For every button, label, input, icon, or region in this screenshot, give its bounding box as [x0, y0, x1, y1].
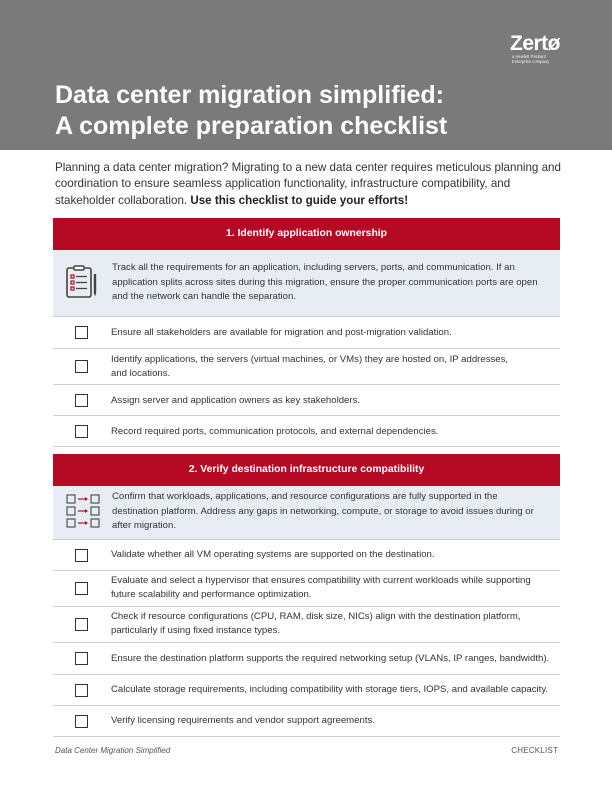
logo-wordmark: Zertø: [510, 32, 560, 55]
intro-emphasis: Use this checklist to guide your efforts!: [190, 193, 409, 207]
checklist-item-text: Assign server and application owners as key stakeholders.: [111, 395, 361, 406]
zerto-logo: [510, 34, 560, 64]
checkbox[interactable]: [75, 360, 88, 373]
checklist-item-text: Ensure the destination platform supports the required networking setup (VLANs, IP ranges, bandwidth).: [111, 653, 550, 664]
checklist-item-text: Evaluate and select a hypervisor that ensures compatibility with current workloads while supporting future scalability and performance optimization.: [111, 575, 531, 600]
section-1-info: [53, 250, 560, 317]
checkbox[interactable]: [75, 394, 88, 407]
checklist-row: [53, 385, 560, 416]
intro-paragraph: [55, 160, 565, 209]
checkbox[interactable]: [75, 618, 88, 631]
checklist-item-text: Verify licensing requirements and vendor support agreements.: [111, 715, 375, 726]
checkbox[interactable]: [75, 425, 88, 438]
section-header-1: 1. Identify application ownership: [53, 218, 560, 250]
checklist-item-text: Check if resource configurations (CPU, RAM, disk size, NICs) align with the destination platform, particularly if using fixed instance types.: [111, 611, 521, 636]
checklist-row: [53, 706, 560, 737]
checkbox[interactable]: [75, 652, 88, 665]
checklist-item-text: Record required ports, communication protocols, and external dependencies.: [111, 426, 439, 437]
checklist-row: [53, 675, 560, 706]
checklist-row: [53, 349, 560, 385]
logo-tagline-2: Enterprise company: [512, 59, 550, 64]
section-2-description: Confirm that workloads, applications, and resource configurations are fully supported in the destination platform. Address any gaps in networking, compute, or storage to avoid issues during or after migration.: [112, 491, 534, 532]
checkbox[interactable]: [75, 326, 88, 339]
header-banner: [0, 0, 612, 150]
section-header-2: 2. Verify destination infrastructure compatibility: [53, 454, 560, 486]
page-title-line-2: A complete preparation checklist: [55, 112, 448, 140]
page-title-line-1: Data center migration simplified:: [55, 81, 444, 109]
logo-tagline-1: a Hewlett Packard: [512, 54, 546, 59]
box-arrow-box-icon: [66, 493, 102, 534]
clipboard-checklist-icon: [65, 265, 99, 304]
checklist-item-text: Calculate storage requirements, including compatibility with storage tiers, IOPS, and available capacity.: [111, 684, 549, 695]
checkbox[interactable]: [75, 715, 88, 728]
intro-text: Planning a data center migration? Migrating to a new data center requires meticulous planning and coordination to ensure seamless application functionality, infrastructure compatibility, and stakeholder collaboration.: [55, 161, 561, 207]
footer-document-title: Data Center Migration Simplified: [55, 746, 171, 755]
checkbox[interactable]: [75, 549, 88, 562]
checklist-row: [53, 607, 560, 643]
checkbox[interactable]: [75, 582, 88, 595]
checklist-item-text: Identify applications, the servers (virtual machines, or VMs) they are hosted on, IP addresses, and locations.: [111, 354, 509, 379]
checklist-row: [53, 571, 560, 607]
checklist-row: [53, 416, 560, 447]
footer-document-type: CHECKLIST: [511, 746, 558, 755]
checklist-row: [53, 643, 560, 675]
checklist-item-text: Validate whether all VM operating systems are supported on the destination.: [111, 549, 435, 560]
checklist-item-text: Ensure all stakeholders are available for migration and post-migration validation.: [111, 327, 452, 338]
checkbox[interactable]: [75, 684, 88, 697]
page-title: [55, 80, 447, 142]
section-2-info: [53, 486, 560, 540]
checklist-row: [53, 317, 560, 349]
checklist-row: [53, 540, 560, 571]
section-1-description: Track all the requirements for an application, including servers, ports, and communication. If an application splits across sites during this migration, ensure the proper communication ports are open and the network can handle the separation.: [112, 262, 538, 303]
